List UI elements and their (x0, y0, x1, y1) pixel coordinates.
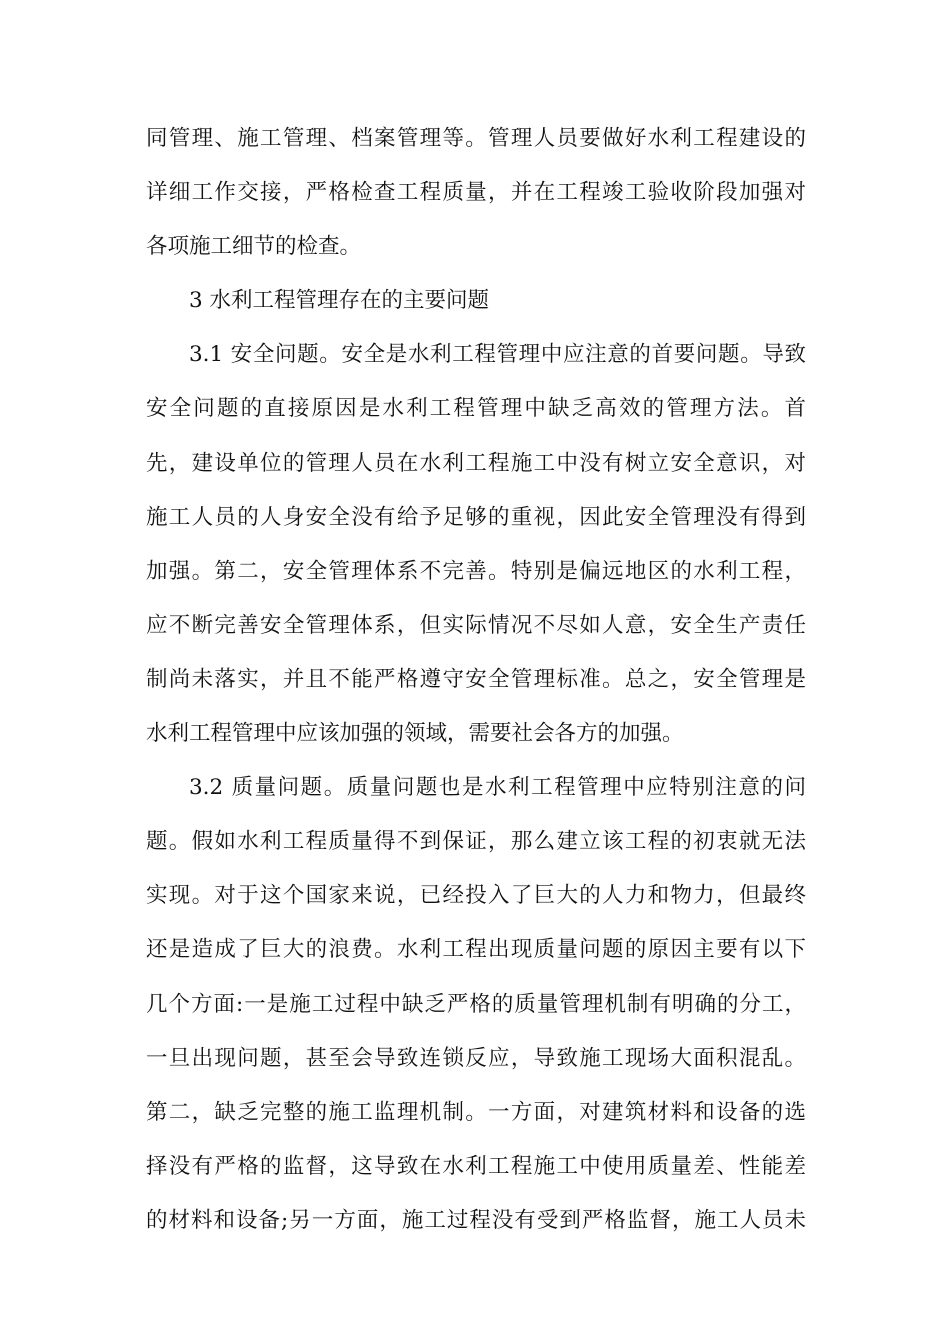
text-line: 施工人员的人身安全没有给予足够的重视，因此安全管理没有得到 (146, 504, 806, 530)
text-line: 安全问题的直接原因是水利工程管理中缺乏高效的管理方法。首 (146, 396, 806, 422)
text-line: 还是造成了巨大的浪费。水利工程出现质量问题的原因主要有以下 (146, 937, 806, 963)
text-line: 几个方面:一是施工过程中缺乏严格的质量管理机制有明确的分工， (146, 991, 806, 1017)
text-line: 第二，缺乏完整的施工监理机制。一方面，对建筑材料和设备的选 (146, 1099, 806, 1125)
text-line: 3.2 质量问题。质量问题也是水利工程管理中应特别注意的问 (189, 775, 806, 801)
text-line: 加强。第二，安全管理体系不完善。特别是偏远地区的水利工程， (146, 558, 806, 584)
text-line: 制尚未落实，并且不能严格遵守安全管理标准。总之，安全管理是 (146, 666, 806, 692)
text-line: 3.1 安全问题。安全是水利工程管理中应注意的首要问题。导致 (189, 342, 806, 368)
text-line: 水利工程管理中应该加强的领域，需要社会各方的加强。 (146, 721, 684, 747)
text-line: 详细工作交接，严格检查工程质量，并在工程竣工验收阶段加强对 (146, 180, 806, 206)
text-line: 同管理、施工管理、档案管理等。管理人员要做好水利工程建设的 (146, 126, 806, 151)
text-line: 应不断完善安全管理体系，但实际情况不尽如人意，安全生产责任 (146, 612, 806, 638)
text-line: 实现。对于这个国家来说，已经投入了巨大的人力和物力，但最终 (146, 883, 806, 909)
section-heading: 3 水利工程管理存在的主要问题 (189, 288, 490, 314)
text-line: 择没有严格的监督，这导致在水利工程施工中使用质量差、性能差 (146, 1153, 806, 1179)
body-text (146, 112, 806, 1248)
text-line: 的材料和设备;另一方面，施工过程没有受到严格监督，施工人员未 (146, 1207, 806, 1233)
text-line: 先，建设单位的管理人员在水利工程施工中没有树立安全意识，对 (146, 450, 806, 476)
text-line: 一旦出现问题，甚至会导致连锁反应，导致施工现场大面积混乱。 (146, 1045, 806, 1071)
text-line: 题。假如水利工程质量得不到保证，那么建立该工程的初衷就无法 (146, 829, 806, 855)
text-line: 各项施工细节的检查。 (146, 234, 362, 260)
